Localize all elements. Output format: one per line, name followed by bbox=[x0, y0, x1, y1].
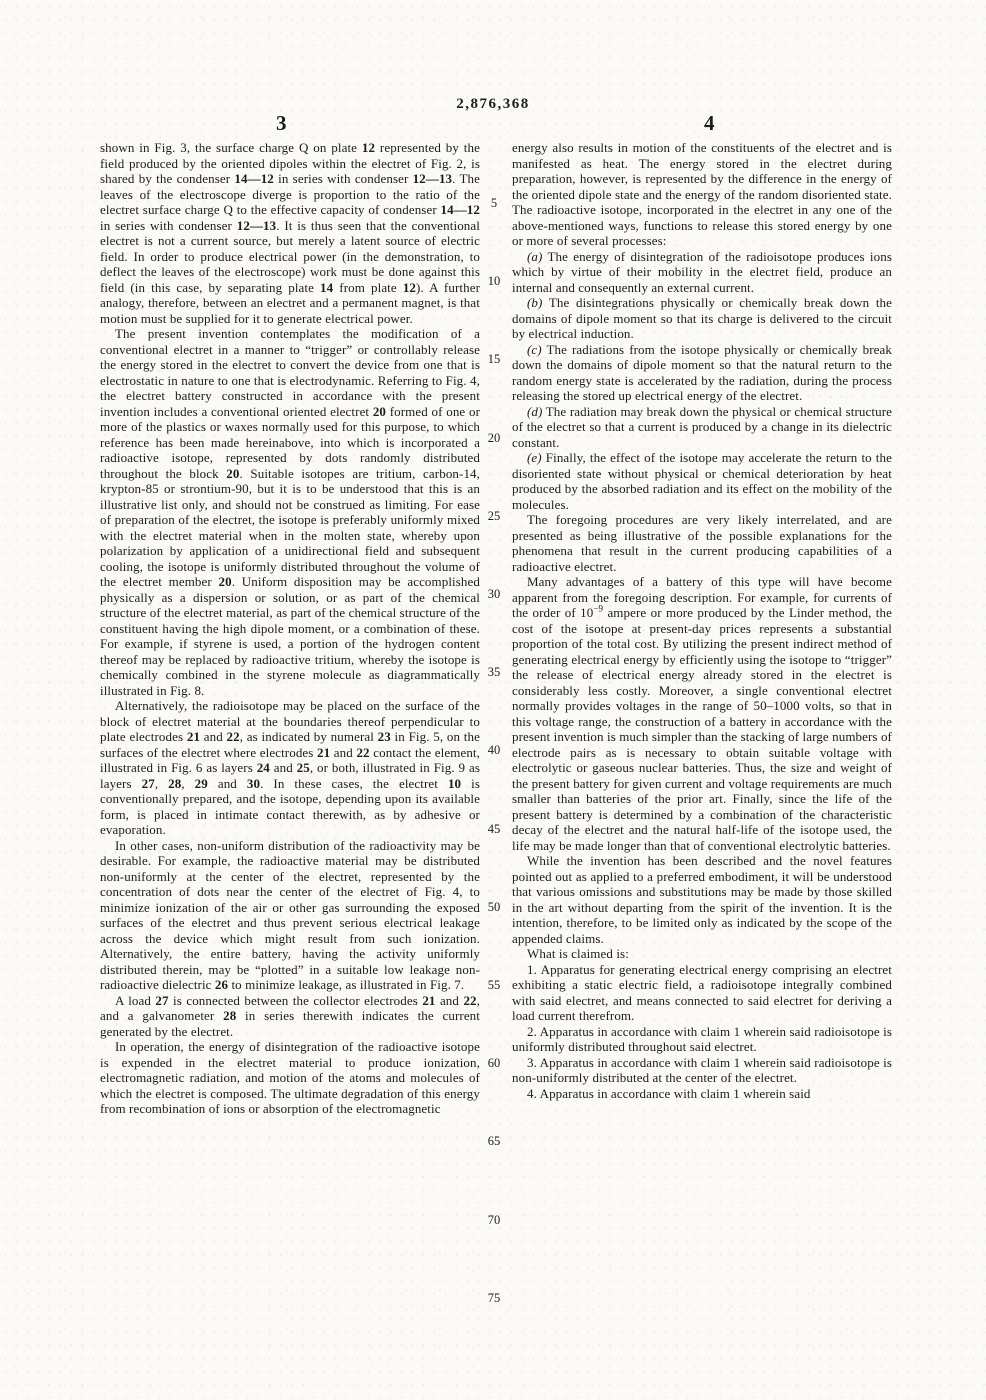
paragraph: Many advantages of a battery of this type will have become apparent from the foregoing description. For example, for currents of the order of $10^{-9}$ ampere or more produced by the Linder method, the cost of the isotope at present-day prices represents a substantial proportion of the total cost. By utilizing the present indirect method of generating electrical energy by efficiently using the isotope to “trigger” the release of electrical energy already stored in the electret is considerably less costly. Moreover, a single conventional electret normally provides voltages in the range of 50–1000 volts, so that in this voltage range, the construction of a battery in accordance with the present invention is much simpler than the stacking of large numbers of electrode pairs as is necessary to obtain suitable voltage with electrolytic or gaseous nuclear batteries. Thus, the size and weight of the present battery for given current and voltage requirements are much smaller than batteries of the prior art. Finally, since the life of the present battery is determined by a combination of the characteristic decay of the electret and the natural half-life of the isotope used, the life may be made longer than that of conventional electrolytic batteries. bbox=[512, 574, 892, 853]
paragraph: energy also results in motion of the constituents of the electret and is manifested as heat. The energy stored in the electret during preparation, however, is represented by the difference in the energy of the oriented dipole state and the energy of the random disoriented state. The radioactive isotope, incorporated in the electret in any one of the above-mentioned ways, functions to release this stored energy by one or more of several processes: bbox=[512, 140, 892, 248]
paragraph: 1. Apparatus for generating electrical energy comprising an electret exhibiting a static electric field, a radioisotope integrally combined with said electret, and means connected to said electret for deriving a load current therefrom. bbox=[512, 961, 892, 1023]
gutter-line-number: 10 bbox=[487, 274, 501, 288]
paragraph: (a) The energy of disintegration of the radioisotope produces ions which by virtue of their mobility in the electret field, produce an internal and consequently an external current. bbox=[512, 248, 892, 295]
paragraph: (c) The radiations from the isotope physically or chemically break down the domains of dipole moment so that the natural return to the random energy state is accelerated by the radiation, during the process releasing the stored up electrical energy of the electret. bbox=[512, 341, 892, 403]
gutter-line-number: 60 bbox=[487, 1056, 501, 1070]
paragraph: In operation, the energy of disintegration of the radioactive isotope is expended in the electret material to produce ionization, electromagnetic radiation, and motion of the atoms and molecules of which the electret is composed. The ultimate degradation of this energy from recombination of ions or absorption of the electromagnetic bbox=[100, 1039, 480, 1116]
gutter-line-number: 45 bbox=[487, 822, 501, 836]
patent-number: 2,876,368 bbox=[456, 96, 530, 112]
column-3-text bbox=[100, 140, 480, 1117]
gutter-line-number: 70 bbox=[487, 1213, 501, 1227]
gutter-line-number: 30 bbox=[487, 587, 501, 601]
gutter-line-number: 55 bbox=[487, 978, 501, 992]
paragraph: 4. Apparatus in accordance with claim 1 wherein said bbox=[527, 1085, 811, 1101]
gutter-line-number: 50 bbox=[487, 900, 501, 914]
paragraph: (b) The disintegrations physically or chemically break down the domains of dipole moment so that its charge is delivered to the circuit by electrical induction. bbox=[512, 295, 892, 341]
paragraph: A load 27 is connected between the collector electrodes 21 and 22, and a galvanometer 28 in series therewith indicates the current generated by the electret. bbox=[100, 992, 480, 1039]
paragraph: shown in Fig. 3, the surface charge Q on plate 12 represented by the field produced by the oriented dipoles within the electret of Fig. 2, is shared by the condenser 14—12 in series with condenser 12—13. The leaves of the electroscope diverge is proportion to the ratio of the electret surface charge Q to the effective capacity of condenser 14—12 in series with condenser 12—13. It is thus seen that the conventional electret is not a current source, but merely a latent source of electric field. In order to produce electrical power (in the demonstration, to deflect the leaves of the electroscope) work must be done against this field (in this case, by separating plate 14 from plate 12). A further analogy, therefore, between an electret and a permanent magnet, is that motion must be supplied for it to generate electrical power. bbox=[100, 140, 481, 326]
gutter-line-number: 40 bbox=[487, 743, 501, 757]
gutter-line-number: 15 bbox=[487, 352, 501, 366]
gutter-line-number: 25 bbox=[487, 509, 501, 523]
paragraph: 3. Apparatus in accordance with claim 1 wherein said radioisotope is non-uniformly distributed at the center of the electret. bbox=[512, 1054, 892, 1085]
paragraph: (e) Finally, the effect of the isotope may accelerate the return to the disoriented state without physical or chemical deterioration by heat produced by the absorbed radiation and its effect on the mobility of the molecules. bbox=[512, 450, 892, 512]
gutter-line-number: 20 bbox=[487, 431, 501, 445]
column-number-3: 3 bbox=[276, 111, 287, 135]
paragraph: While the invention has been described and the novel features pointed out as applied to a preferred embodiment, it will be understood that various omissions and substitutions may be made by those skilled in the art without departing from the spirit of the invention. It is the intention, therefore, to be limited only as indicated by the scope of the appended claims. bbox=[512, 853, 892, 946]
paragraph: (d) The radiation may break down the physical or chemical structure of the electret so that a current is produced by a change in its dielectric constant. bbox=[512, 403, 892, 450]
gutter-line-number: 75 bbox=[487, 1291, 501, 1305]
paragraph: 2. Apparatus in accordance with claim 1 wherein said radioisotope is uniformly distributed throughout said electret. bbox=[512, 1023, 892, 1054]
gutter-line-number: 65 bbox=[487, 1134, 501, 1148]
gutter-line-number: 5 bbox=[490, 196, 498, 210]
gutter-line-number: 35 bbox=[487, 665, 501, 679]
paragraph: The foregoing procedures are very likely interrelated, and are presented as being illustrative of the possible explanations for the phenomena that result in the current producing capabilities of a radioactive electret. bbox=[512, 512, 892, 574]
column-number-4: 4 bbox=[704, 111, 715, 135]
column-4-text bbox=[512, 140, 892, 1117]
paragraph: What is claimed is: bbox=[527, 946, 629, 961]
paragraph: Alternatively, the radioisotope may be placed on the surface of the block of electret material at the boundaries thereof perpendicular to plate electrodes 21 and 22, as indicated by numeral 23 in Fig. 5, on the surfaces of the electret where electrodes 21 and 22 contact the element, illustrated in Fig. 6 as layers 24 and 25, or both, illustrated in Fig. 9 as layers 27, 28, 29 and 30. In these cases, the electret 10 is conventionally prepared, and the isotope, depending upon its available form, is placed in intimate contact therewith, as by adhesive or evaporation. bbox=[100, 698, 480, 837]
paragraph: In other cases, non-uniform distribution of the radioactivity may be desirable. For example, the radioactive material may be distributed non-uniformly at the center of the electret, represented by the concentration of dots near the center of the electret of Fig. 4, to minimize ionization of the air or other gas surrounding the exposed surfaces of the electret and thus prevent serious electrical leakage across the device which might result from such ionization. Alternatively, the entire battery, having the activity uniformly distributed therein, may be “plotted” in a suitable low leakage non-radioactive dielectric 26 to minimize leakage, as illustrated in Fig. 7. bbox=[100, 837, 480, 992]
paragraph: The present invention contemplates the modification of a conventional electret in a manner to “trigger” or controllably release the energy stored in the electret to convert the device from one that is electrostatic in nature to one that is electrodynamic. Referring to Fig. 4, the electret battery constructed in accordance with the present invention includes a conventional oriented electret 20 formed of one or more of the plastics or waxes normally used for this purpose, to which reference has been made hereinabove, into which is incorporated a radioactive isotope, represented by dots randomly distributed throughout the block 20. Suitable isotopes are tritium, carbon-14, krypton-85 or strontium-90, but it is to be understood that this is an illustrative list only, and should not be construed as limiting. For ease of preparation of the electret, the isotope is preferably uniformly mixed with the electret material when in the molten state, whereby upon polarization by application of a unidirectional field and subsequent cooling, the isotope is uniformly distributed throughout the volume of the electret member 20. Uniform disposition may be accomplished physically as a dispersion or solution, or as part of the chemical structure of the electret material, as part of the chemical structure of the constituent having the high dipole moment, or a combination of these. For example, if styrene is used, a portion of the hydrogen content thereof may be replaced by radioactive tritium, whereby the isotope is chemically combined in the styrene molecule as diagrammatically illustrated in Fig. 8. bbox=[100, 326, 480, 698]
